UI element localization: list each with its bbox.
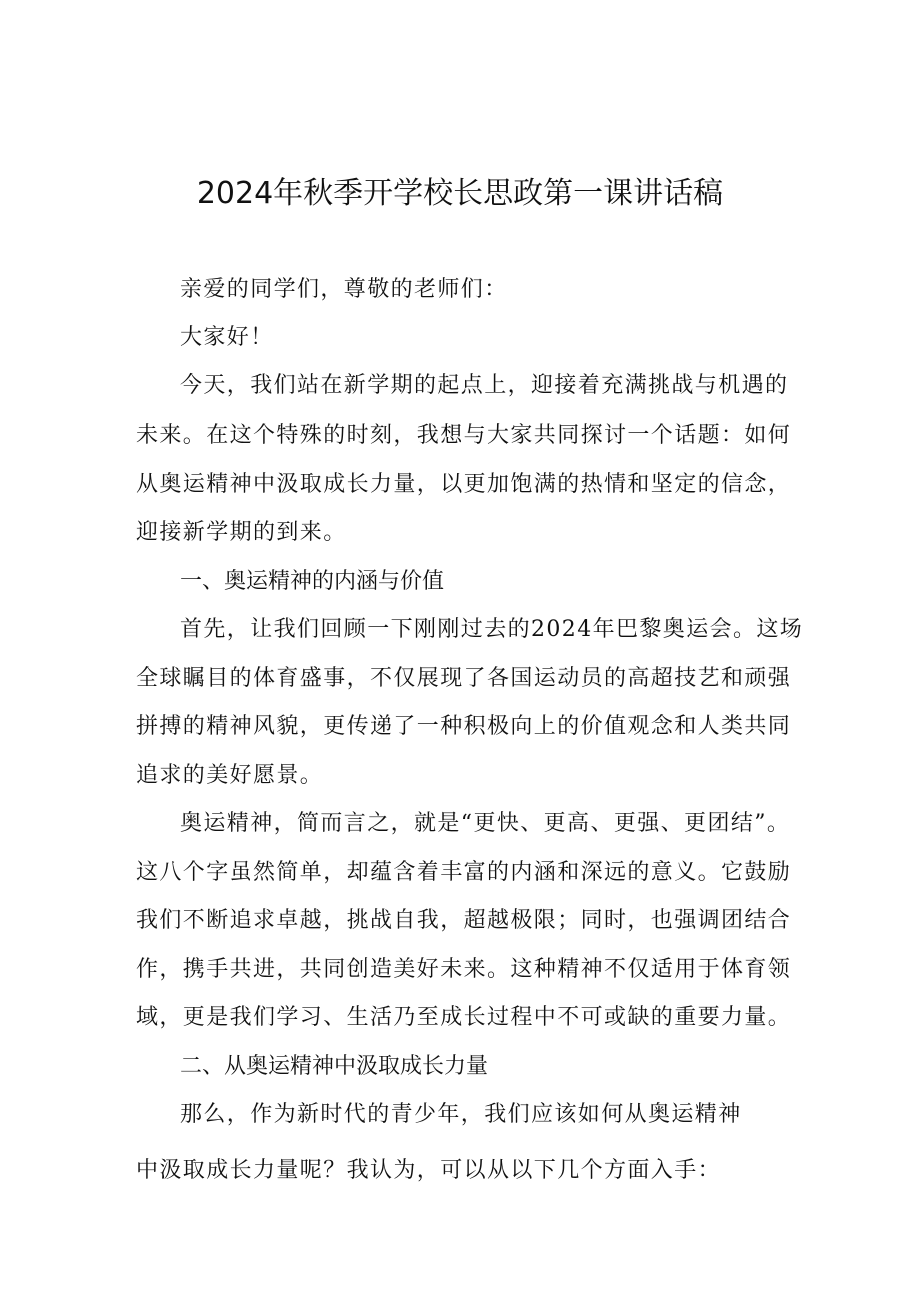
paragraph-line: 全球瞩目的体育盛事，不仅展现了各国运动员的高超技艺和顽强 [136,666,792,691]
intro-line: 今天，我们站在新学期的起点上，迎接着充满挑战与机遇的 [180,373,789,398]
paragraph-line: 拼搏的精神风貌，更传递了一种积极向上的价值观念和人类共同 [136,714,792,739]
paragraph-line: 作，携手共进，共同创造美好未来。这种精神不仅适用于体育领 [136,957,792,982]
intro-line: 从奥运精神中汲取成长力量，以更加饱满的热情和坚定的信念， [136,472,792,497]
hello-text: 大家好！ [180,325,274,350]
paragraph-line: 奥运精神，简而言之，就是“更快、更高、更强、更团结”。 [180,811,791,836]
paragraph-line: 这八个字虽然简单，却蕴含着丰富的内涵和深远的意义。它鼓励 [136,860,792,885]
paragraph-line: 首先，让我们回顾一下刚刚过去的2024年巴黎奥运会。这场 [180,617,804,642]
document-title: 2024年秋季开学校长思政第一课讲话稿 [196,176,724,211]
section-heading-1: 一、奥运精神的内涵与价值 [180,569,445,594]
paragraph-line: 我们不断追求卓越，挑战自我，超越极限；同时，也强调团结合 [136,908,792,933]
greeting-text: 亲爱的同学们，尊敬的老师们： [180,277,508,302]
intro-line: 未来。在这个特殊的时刻，我想与大家共同探讨一个话题：如何 [136,423,792,448]
paragraph-line: 那么，作为新时代的青少年，我们应该如何从奥运精神 [180,1102,742,1127]
section-heading-2: 二、从奥运精神中汲取成长力量 [180,1054,489,1079]
paragraph-line: 域，更是我们学习、生活乃至成长过程中不可或缺的重要力量。 [136,1005,792,1030]
intro-line: 迎接新学期的到来。 [136,520,347,545]
paragraph-line: 追求的美好愿景。 [136,763,324,788]
paragraph-line: 中汲取成长力量呢？我认为，可以从以下几个方面入手： [136,1158,722,1183]
